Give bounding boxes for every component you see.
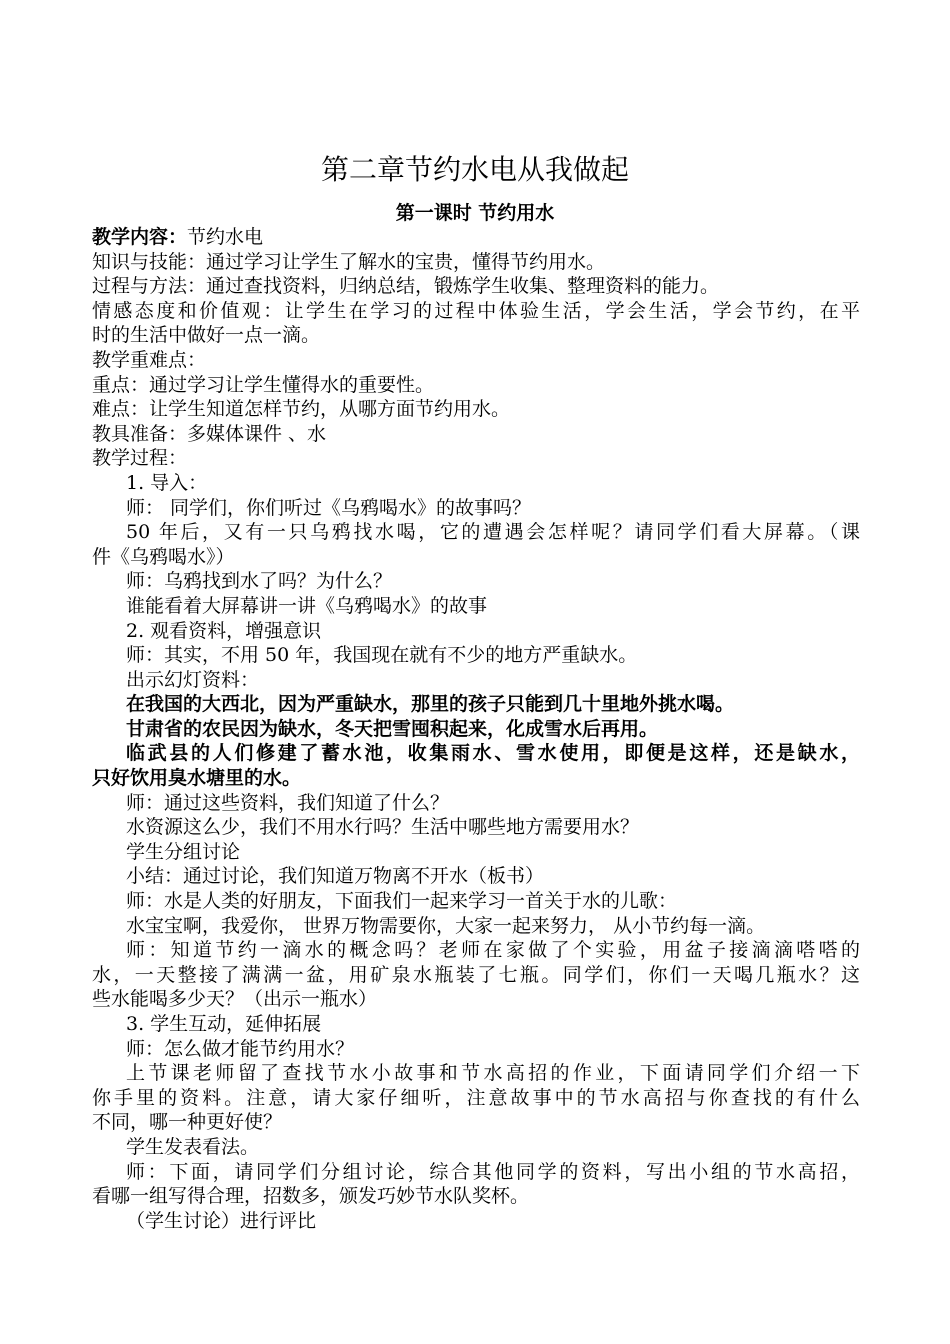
paragraph-line: 水资源这么少，我们不用水行吗？生活中哪些地方需要用水？ [126,816,640,839]
slide-material-line: 在我国的大西北，因为严重缺水，那里的孩子只能到几十里地外挑水喝。 [126,693,735,716]
process-method-line: 过程与方法：通过查找资料，归纳总结，锻炼学生收集、整理资料的能力。 [92,275,720,298]
knowledge-skills-line: 知识与技能：通过学习让学生了解水的宝贵，懂得节约用水。 [92,250,606,273]
teaching-content-line [92,225,860,250]
paragraph-line: 你手里的资料。注意，请大家仔细听，注意故事中的节水高招与你查找的有什么 [92,1086,860,1109]
paragraph-line: 水，一天整接了满满一盆，用矿泉水瓶装了七瓶。同学们，你们一天喝几瓶水？这 [92,963,860,986]
children-song-line: 水宝宝啊，我爱你， 世界万物需要你，大家一起来努力， 从小节约每一滴。 [126,914,766,937]
slide-material-line: 临武县的人们修建了蓄水池，收集雨水、雪水使用，即便是这样，还是缺水， [126,742,860,765]
teaching-content-label: 教学内容： [92,226,188,248]
attitude-values-line-cont: 时的生活中做好一点一滴。 [92,324,321,347]
paragraph-line: 不同，哪一种更好使？ [92,1111,283,1134]
attitude-values-line: 情感态度和价值观：让学生在学习的过程中体验生活，学会生活，学会节约，在平 [92,299,860,322]
paragraph-line: 件《乌鸦喝水》） [92,545,235,568]
paragraph-line: 50 年后，又有一只乌鸦找水喝，它的遭遇会怎样呢？请同学们看大屏幕。（课 [126,521,860,544]
lesson-subtitle: 第一课时 节约用水 [395,202,555,224]
chapter-title: 第二章节约水电从我做起 [320,153,629,186]
paragraph-line: 谁能看着大屏幕讲一讲《乌鸦喝水》的故事 [126,594,488,617]
paragraph-line: 师：乌鸦找到水了吗？为什么？ [126,570,393,593]
paragraph-line: （学生讨论）进行评比 [126,1209,317,1232]
slide-material-line: 甘肃省的农民因为缺水，冬天把雪囤积起来，化成雪水后再用。 [126,717,659,740]
paragraph-line: 些水能喝多少天？（出示一瓶水） [92,988,378,1011]
difficulty-line: 难点：让学生知道怎样节约，从哪方面节约用水。 [92,398,511,421]
slide-material-line: 只好饮用臭水塘里的水。 [92,767,302,790]
paragraph-line: 师： 同学们，你们听过《乌鸦喝水》的故事吗？ [126,496,532,519]
paragraph-line: 师：知道节约一滴水的概念吗？老师在家做了个实验，用盆子接滴滴嗒嗒的 [126,939,860,962]
paragraph-line: 看哪一组写得合理，招数多，颁发巧妙节水队奖杯。 [92,1185,530,1208]
paragraph-line: 上节课老师留了查找节水小故事和节水高招的作业，下面请同学们介绍一下 [126,1062,860,1085]
section-intro-heading: 1. 导入： [126,471,208,494]
paragraph-line: 出示幻灯资料： [126,668,260,691]
lesson-plan-body [92,225,860,1233]
paragraph-line: 师：通过这些资料，我们知道了什么？ [126,791,450,814]
paragraph-line: 师：怎么做才能节约用水？ [126,1037,355,1060]
paragraph-line: 学生发表看法。 [126,1135,260,1158]
teaching-content-value: 节约水电 [187,226,264,248]
paragraph-line: 学生分组讨论 [126,840,241,863]
key-point-line: 重点：通过学习让学生懂得水的重要性。 [92,373,435,396]
teaching-process-heading: 教学过程： [92,447,188,470]
paragraph-line: 师：下面，请同学们分组讨论，综合其他同学的资料，写出小组的节水高招， [126,1160,860,1183]
paragraph-line: 小结：通过讨论，我们知道万物离不开水（板书） [126,865,545,888]
paragraph-line: 师：水是人类的好朋友，下面我们一起来学习一首关于水的儿歌： [126,890,678,913]
key-difficulties-heading: 教学重难点： [92,348,207,371]
section-interaction-heading: 3. 学生互动，延伸拓展 [126,1013,322,1035]
section-materials-heading: 2. 观看资料，增强意识 [126,619,322,642]
teaching-aids-line: 教具准备：多媒体课件 、水 [92,422,327,445]
paragraph-line: 师：其实，不用 50 年，我国现在就有不少的地方严重缺水。 [126,644,638,667]
